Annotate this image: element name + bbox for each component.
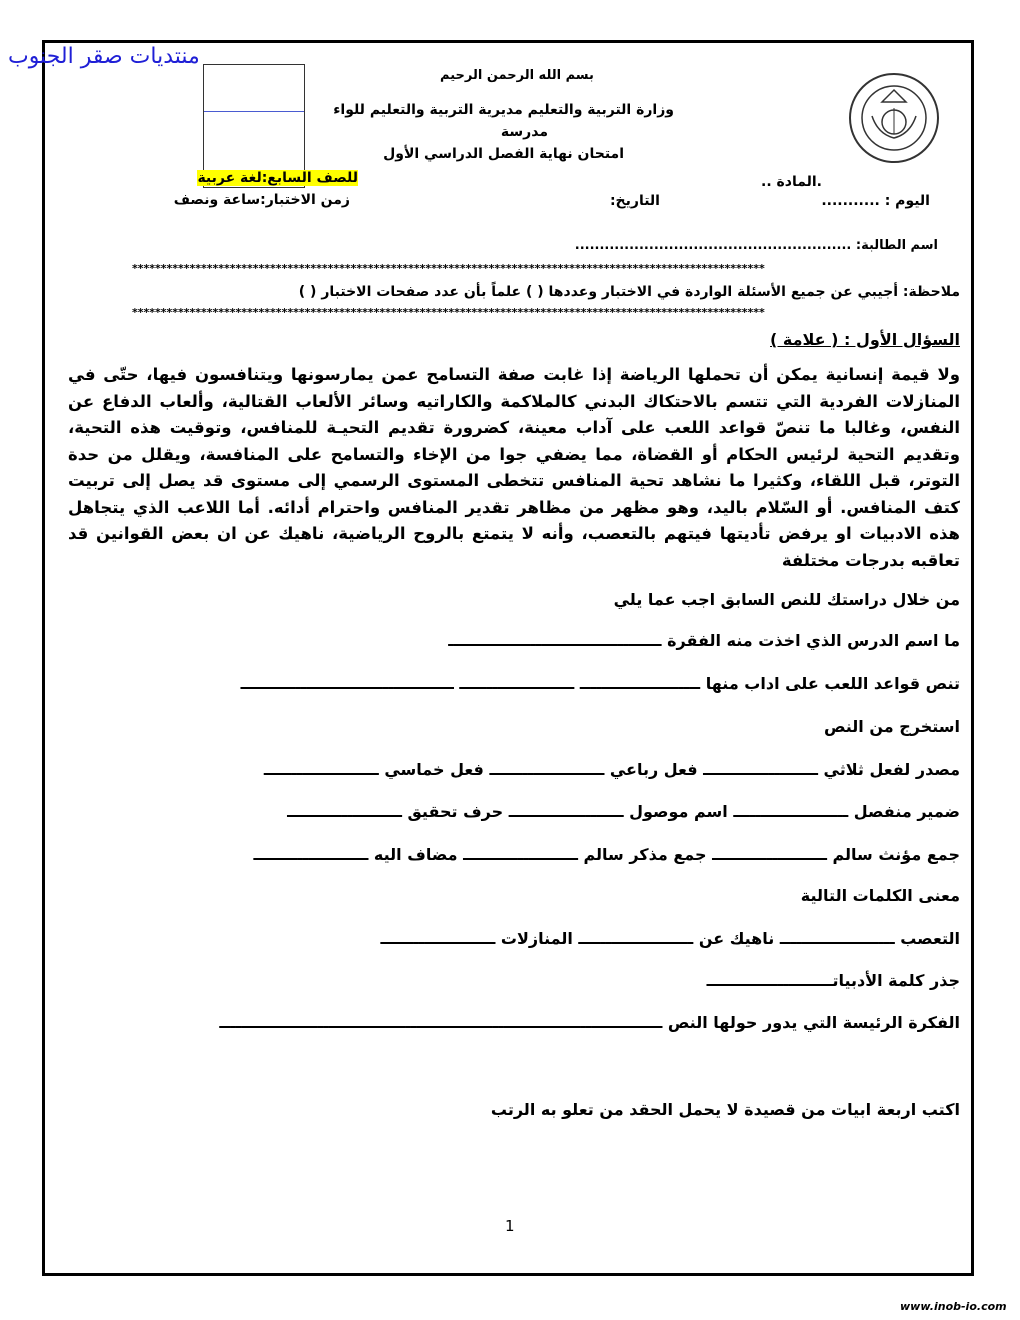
watermark: منتديات صقر الجنوب [8,44,200,69]
root-question: جذر كلمة الأدبياتـــــــــــــــــــــــ [706,971,960,990]
extract-row-plurals: جمع مؤنث سالم ـــــــــــــــــــــ جمع مذكر سالم ـــــــــــــــــــــ مضاف اليه ـــــــــــــــــــــ [253,845,960,864]
exam-note: ملاحظة: أجيبي عن جميع الأسئلة الواردة في الاختبار وعددها ( ) علماً بأن عدد صفحات الاختبار ( ) [298,284,960,300]
question-rules: تنص قواعد اللعب على اداب منها ــــــــــــــــــــــ ـــــــــــــــــــــ ـــــــــــــــــــــــــــــــــــــــ [240,674,960,693]
day-label: اليوم : ........... [821,193,930,209]
meanings-title: معنى الكلمات التالية [800,886,960,905]
separator-stars: ************************************************************************************************************** [132,262,765,275]
subject-label: .المادة .. [761,174,822,190]
date-label: التاريخ: [609,193,660,209]
instruction: من خلال دراستك للنص السابق اجب عما يلي [613,590,960,609]
question-lesson-name: ما اسم الدرس الذي اخذت منه الفقرة ـــــــــــــــــــــــــــــــــــــــ [448,631,960,650]
passage: ولا قيمة إنسانية يمكن أن تحملها الرياضة إذا غابت صفة التسامح عمن يمارسونها ويتنافسون فيها، حتّى في المنازلات الفردية التي تتسم بالاحتكاك البدني كالملاكمة والكاراتيه وسائر الألعاب القتالية، وألعاب الدفاع عن النفس، وغالبا ما تنصّ قواعد اللعب على آداب معينة، كضرورة تقديم التحيـة للمنافس، وتوقيت هذه التحية، وتقديم التحية لرئيس الحكام أو القضاة، مما يضفي جوا من الإخاء والتسامح على المنافسة، ويقلل من حدة التوتر، قبل اللقاء، وكثيرا ما نشاهد تحية المنافس تتخطى المستوى الرسمي إلى مستوى قد يصل إلى تربيت كتف المنافس. أو السّلام باليد، وهو مظهر من مظاهر تقدير المنافس واحترام أدائه. أما اللاعب الذي يتجاهل هذه الادبيات او يرفض تأديتها فيتهم بالتعصب، وأنه لا يتمتع بالروح الرياضية، ناهيك عن ان بعض القوانين قد تعاقبه بدرجات مختلفة [68,365,960,570]
grade-subject: للصف السابع:لغة عربية [197,170,358,186]
page-border [42,40,974,1276]
student-name-field: اسم الطالبة: ........................................................ [574,238,938,253]
meanings-row: التعصب ـــــــــــــــــــــ ناهيك عن ـــــــــــــــــــــ المنازلات ـــــــــــــــــــــ [380,929,960,948]
exam-duration: زمن الاختبار:ساعة ونصف [173,192,350,208]
exam-title: امتحان نهاية الفصل الدراسي الأول [383,146,624,162]
footer-url: www.inob-io.com [900,1300,1007,1313]
extract-row-pronouns: ضمير منفصل ـــــــــــــــــــــ اسم موصول ـــــــــــــــــــــ حرف تحقيق ـــــــــــــــــــــ [287,802,960,821]
question-title: السؤال الأول : ( علامة ) [770,330,960,349]
page-number: 1 [505,1217,515,1235]
extract-row-verbs: مصدر لفعل ثلاثي ـــــــــــــــــــــ فعل رباعي ـــــــــــــــــــــ فعل خماسي ـــــــــــــــــــــ [263,760,960,779]
ministry-title: وزارة التربية والتعليم مديرية التربية والتعليم للواء [333,102,674,118]
extract-title: استخرج من النص [823,717,960,736]
basmala: بسم الله الرحمن الرحيم [440,68,594,83]
ministry-seal-icon [848,72,940,164]
school-label: مدرسة [500,124,548,140]
poem-question: اكتب اربعة ابيات من قصيدة لا يحمل الحقد من تعلو به الرتب [490,1100,960,1119]
main-idea-question: الفكرة الرئيسة التي يدور حولها النص ـــــــــــــــــــــــــــــــــــــــــــــــــــــــــــــــــــــــــــــــــ [219,1013,960,1032]
separator-stars: ************************************************************************************************************** [132,306,765,319]
